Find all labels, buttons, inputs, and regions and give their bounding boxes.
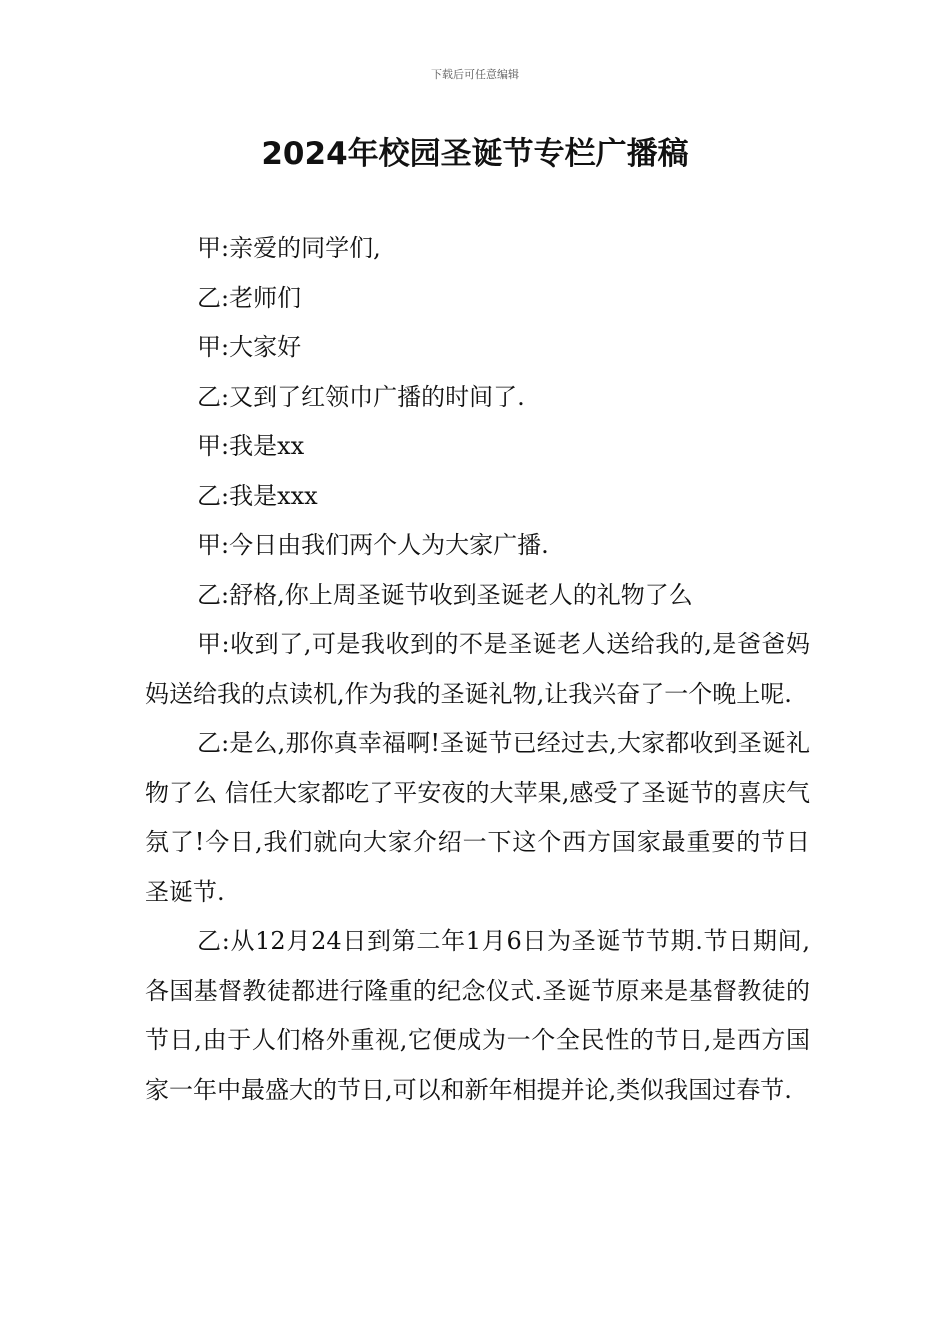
paragraph-6: 乙:我是xxx: [197, 481, 318, 510]
paragraph-5: 甲:我是xx: [197, 432, 305, 460]
paragraph-9: 甲:收到了,可是我收到的不是圣诞老人送给我的,是爸爸妈妈送给我的点读机,作为我的圣诞礼物,让我兴奋了一个晚上呢.: [145, 630, 810, 708]
paragraph-2: 乙:老师们: [197, 283, 302, 312]
header-note: 下载后可任意编辑: [431, 68, 519, 81]
document-body: [145, 224, 810, 1115]
paragraph-8: 乙:舒格,你上周圣诞节收到圣诞老人的礼物了么: [197, 580, 693, 609]
paragraph-11: 乙:从12月24日到第二年1月6日为圣诞节节期.节日期间,各国基督教徒都进行隆重的纪念仪式.圣诞节原来是基督教徒的节日,由于人们格外重视,它便成为一个全民性的节日,是西方国家一年中最盛大的节日,可以和新年相提并论,类似我国过春节.: [145, 927, 810, 1104]
paragraph-3: 甲:大家好: [197, 333, 302, 361]
paragraph-7: 甲:今日由我们两个人为大家广播.: [197, 531, 549, 559]
document-title: 2024年校园圣诞节专栏广播稿: [261, 136, 689, 172]
paragraph-4: 乙:又到了红领巾广播的时间了.: [197, 382, 525, 411]
paragraph-10: 乙:是么,那你真幸福啊!圣诞节已经过去,大家都收到圣诞礼物了么 信任大家都吃了平安夜的大苹果,感受了圣诞节的喜庆气氛了!今日,我们就向大家介绍一下这个西方国家最重要的节日圣诞节.: [145, 729, 810, 906]
paragraph-1: 甲:亲爱的同学们,: [197, 234, 381, 262]
